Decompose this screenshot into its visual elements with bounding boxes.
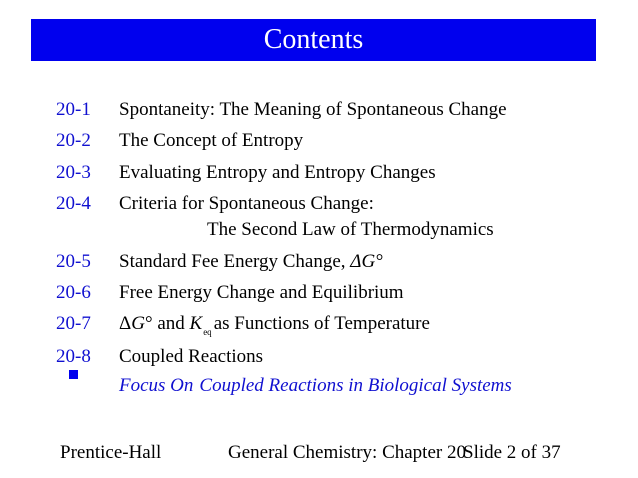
toc-item-criteria: Criteria for Spontaneous Change:	[119, 193, 374, 214]
delta-g-symbol: ΔG°	[350, 251, 383, 272]
toc-number-20-6: 20-6	[56, 282, 91, 303]
toc-item-temperature-functions	[119, 312, 430, 338]
toc-item-free-energy-equilibrium: Free Energy Change and Equilibrium	[119, 282, 404, 303]
toc-item-second-law: The Second Law of Thermodynamics	[207, 219, 494, 240]
toc-item-standard-free-energy-text: Standard Fee Energy Change,	[119, 251, 351, 272]
toc-number-20-1: 20-1	[56, 99, 91, 120]
toc-item-entropy-concept: The Concept of Entropy	[119, 130, 304, 151]
toc-item-standard-free-energy	[119, 250, 383, 274]
delta-symbol: Δ	[119, 313, 132, 334]
eq-subscript: eq	[203, 327, 212, 337]
and-text: and	[152, 313, 190, 334]
toc-item-spontaneity: Spontaneity: The Meaning of Spontaneous Change	[119, 99, 507, 120]
toc-number-20-3: 20-3	[56, 162, 91, 183]
toc-item-evaluating-entropy: Evaluating Entropy and Entropy Changes	[119, 162, 436, 183]
g-symbol: G	[131, 313, 145, 334]
focus-on-label: Focus On	[119, 375, 194, 396]
focus-on-text: Coupled Reactions in Biological Systems	[199, 375, 512, 396]
slide-title: Contents	[263, 24, 364, 55]
toc-number-20-8: 20-8	[56, 346, 91, 367]
toc-number-20-7: 20-7	[56, 313, 91, 334]
k-symbol: K	[189, 313, 203, 334]
square-bullet-icon	[69, 370, 78, 379]
focus-on-line	[119, 374, 512, 398]
toc-number-20-2: 20-2	[56, 130, 91, 151]
toc-number-20-5: 20-5	[56, 251, 91, 272]
degree-symbol: °	[144, 313, 153, 334]
toc-item-coupled-reactions: Coupled Reactions	[119, 346, 264, 367]
temperature-functions-text: as Functions of Temperature	[213, 313, 430, 334]
footer-slide-number: Slide 2 of 37	[463, 442, 561, 463]
footer-course: General Chemistry: Chapter 20	[228, 442, 466, 463]
footer-publisher: Prentice-Hall	[60, 442, 162, 463]
toc-number-20-4: 20-4	[56, 193, 91, 214]
